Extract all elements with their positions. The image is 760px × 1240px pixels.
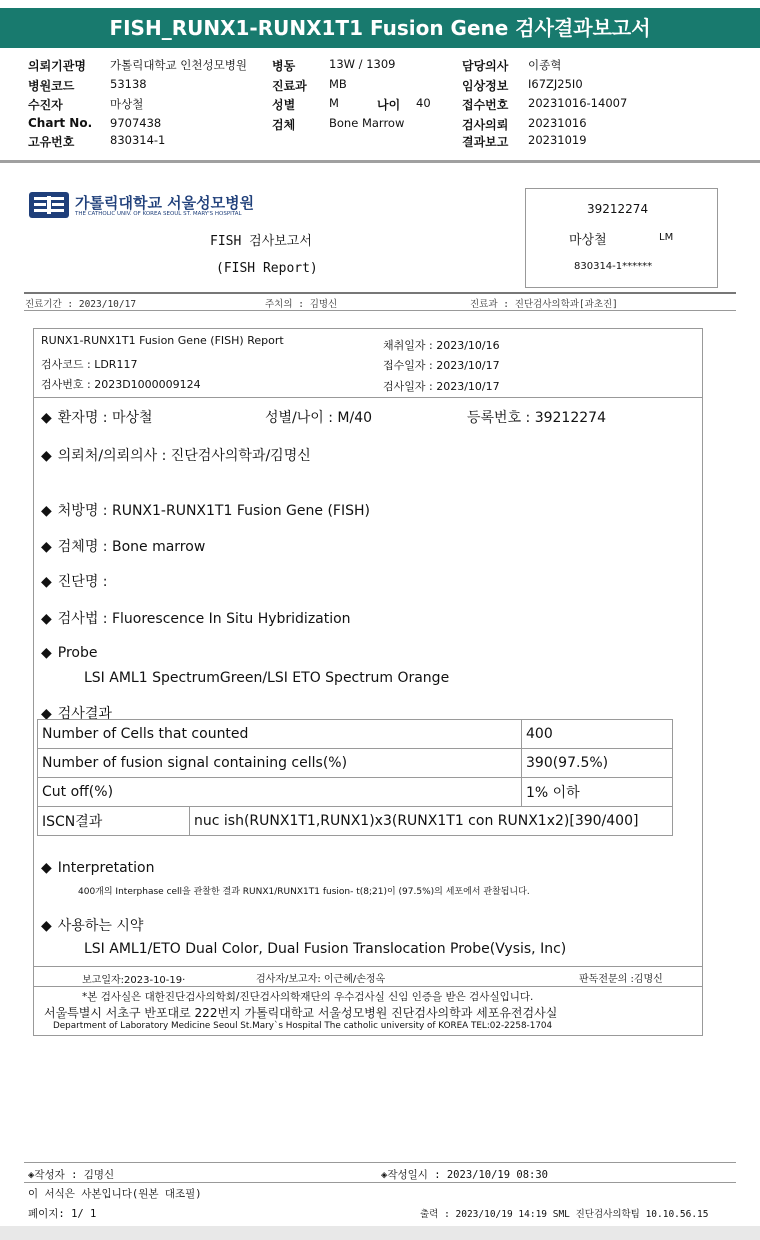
chart-no-value: 9707438 bbox=[110, 116, 162, 130]
diamond-bullet-icon: ◆ bbox=[41, 410, 52, 426]
unique-no-value: 830314-1 bbox=[110, 133, 166, 147]
box-patient-name: 마상철 bbox=[569, 233, 607, 248]
examiner: 검사자/보고자: 이근혜/손정옥 bbox=[256, 974, 386, 985]
chart-no-label: Chart No. bbox=[28, 116, 93, 130]
report-date-value: 20231019 bbox=[528, 133, 587, 147]
diamond-bullet-icon: ◆ bbox=[41, 503, 52, 519]
result-value: 400 bbox=[522, 720, 673, 749]
info-line-top-rule bbox=[24, 292, 736, 294]
interpretation-label: Interpretation bbox=[57, 860, 155, 876]
iscn-value: nuc ish(RUNX1T1,RUNX1)x3(RUNX1T1 con RUNX1x2)[390/400] bbox=[190, 807, 673, 836]
age-value: 40 bbox=[416, 96, 431, 110]
report-date-label: 결과보고 bbox=[462, 135, 509, 149]
written-date: ◈작성일시 : 2023/10/19 08:30 bbox=[381, 1169, 549, 1181]
result-label: Number of Cells that counted bbox=[38, 720, 522, 749]
treatment-department: 진료과 : 진단검사의학과[과초진] bbox=[470, 299, 618, 310]
report-title: FISH_RUNX1-RUNX1T1 Fusion Gene 검사결과보고서 bbox=[0, 8, 760, 48]
table-row bbox=[38, 749, 673, 778]
iscn-label: ISCN결과 bbox=[38, 807, 190, 836]
specimen-label: 검체 bbox=[272, 118, 296, 132]
prescription: 처방명 : RUNX1-RUNX1T1 Fusion Gene (FISH) bbox=[57, 503, 370, 519]
exam-date: 검사일자 : 2023/10/17 bbox=[383, 380, 500, 393]
result-value: 390(97.5%) bbox=[522, 749, 673, 778]
ward-label: 병동 bbox=[272, 59, 296, 73]
table-row bbox=[38, 720, 673, 749]
writer: ◈작성자 : 김명신 bbox=[28, 1169, 115, 1181]
prescription-row bbox=[41, 500, 370, 520]
request-date-label: 검사의뢰 bbox=[462, 118, 509, 132]
diamond-bullet-icon: ◆ bbox=[41, 539, 52, 555]
reagent-row bbox=[41, 915, 143, 935]
hospital-logo-subtext: THE CATHOLIC UNIV. OF KOREA SEOUL ST. MARY'S HOSPITAL bbox=[75, 211, 242, 217]
hospital-code-value: 53138 bbox=[110, 77, 147, 91]
fish-report-title: FISH 검사보고서 bbox=[210, 234, 312, 249]
attending-physician: 주치의 : 김명신 bbox=[265, 299, 338, 310]
box-patient-id: 39212274 bbox=[587, 202, 649, 216]
specimen-value: Bone Marrow bbox=[329, 116, 405, 130]
unique-no-label: 고유번호 bbox=[28, 135, 75, 149]
institution-label: 의뢰기관명 bbox=[28, 59, 86, 73]
request-date-value: 20231016 bbox=[528, 116, 587, 130]
report-test-name: RUNX1-RUNX1T1 Fusion Gene (FISH) Report bbox=[41, 334, 284, 347]
diamond-bullet-icon: ◆ bbox=[41, 918, 52, 934]
sex-label: 성별 bbox=[272, 98, 296, 112]
results-label: 검사결과 bbox=[57, 706, 112, 722]
result-value: 1% 이하 bbox=[522, 778, 673, 807]
results-table bbox=[37, 719, 673, 836]
copy-note: 이 서식은 사본입니다(원본 대조필) bbox=[28, 1188, 202, 1200]
page-number: 페이지: 1/ 1 bbox=[28, 1208, 97, 1220]
diagnosis-row bbox=[41, 571, 108, 591]
clinical-info-label: 임상정보 bbox=[462, 79, 509, 93]
report-date: 보고일자:2023-10-19· bbox=[82, 975, 186, 986]
doctor-label: 담당의사 bbox=[462, 59, 509, 73]
patient-name: 환자명 : 마상철 bbox=[57, 410, 153, 426]
treatment-period: 진료기간 : 2023/10/17 bbox=[25, 299, 137, 310]
clinical-info-value: I67ZJ25I0 bbox=[528, 77, 583, 91]
probe-value: LSI AML1 SpectrumGreen/LSI ETO Spectrum Orange bbox=[84, 670, 450, 686]
department-english: Department of Laboratory Medicine Seoul St.Mary`s Hospital The catholic university of KOREA TEL:02-2258-1704 bbox=[53, 1021, 553, 1031]
receive-date: 접수일자 : 2023/10/17 bbox=[383, 359, 500, 372]
diamond-bullet-icon: ◆ bbox=[41, 574, 52, 590]
diamond-bullet-icon: ◆ bbox=[41, 611, 52, 627]
diamond-bullet-icon: ◆ bbox=[41, 860, 52, 876]
receipt-no-value: 20231016-14007 bbox=[528, 96, 628, 110]
diamond-bullet-icon: ◆ bbox=[41, 448, 52, 464]
report-test-code: 검사코드 : LDR117 bbox=[41, 358, 138, 371]
fish-report-subtitle: (FISH Report) bbox=[216, 261, 318, 276]
box-registration-no: 830314-1****** bbox=[574, 261, 653, 272]
signature-top-rule bbox=[33, 966, 703, 967]
diamond-bullet-icon: ◆ bbox=[41, 645, 52, 661]
probe-row bbox=[41, 645, 98, 661]
reagent-label: 사용하는 시약 bbox=[57, 918, 144, 934]
sex-value: M bbox=[329, 96, 339, 110]
patient-id-box bbox=[525, 188, 718, 288]
header-divider bbox=[0, 160, 760, 163]
specimen-name: 검체명 : Bone marrow bbox=[57, 539, 206, 555]
output-info: 출력 : 2023/10/19 14:19 SML 진단검사의학팀 10.10.56.15 bbox=[420, 1209, 709, 1220]
footer-mid-rule bbox=[24, 1182, 736, 1183]
institution-value: 가톨릭대학교 인천성모병원 bbox=[110, 58, 247, 72]
age-label: 나이 bbox=[377, 98, 401, 112]
interpretation-row bbox=[41, 860, 154, 876]
patient-name-row bbox=[41, 407, 153, 427]
ward-value: 13W / 1309 bbox=[329, 57, 396, 71]
table-row bbox=[38, 807, 673, 836]
receipt-no-label: 접수번호 bbox=[462, 98, 509, 112]
lab-address: 서울특별시 서초구 반포대로 222번지 가톨릭대학교 서울성모병원 진단검사의학과 세포유전검사실 bbox=[44, 1006, 558, 1020]
bottom-strip bbox=[0, 1226, 760, 1240]
probe-label: Probe bbox=[57, 645, 98, 661]
doctor-value: 이종혁 bbox=[528, 58, 562, 72]
reagent-value: LSI AML1/ETO Dual Color, Dual Fusion Translocation Probe(Vysis, Inc) bbox=[84, 941, 567, 957]
recipient-value: 마상철 bbox=[110, 97, 144, 111]
specimen-row bbox=[41, 536, 205, 556]
recipient-label: 수진자 bbox=[28, 98, 63, 112]
hospital-logo-text: 가톨릭대학교 서울성모병원 bbox=[75, 194, 255, 212]
requester: 의뢰처/의뢰의사 : 진단검사의학과/김명신 bbox=[57, 448, 311, 464]
diamond-bullet-icon: ◆ bbox=[41, 706, 52, 722]
footer-top-rule bbox=[24, 1162, 736, 1163]
hospital-logo-icon bbox=[28, 191, 70, 219]
table-row bbox=[38, 778, 673, 807]
diagnosis: 진단명 : bbox=[57, 574, 108, 590]
method-row bbox=[41, 608, 351, 628]
box-patient-tag: LM bbox=[659, 232, 674, 243]
requester-row bbox=[41, 445, 311, 465]
hospital-code-label: 병원코드 bbox=[28, 79, 75, 93]
test-method: 검사법 : Fluorescence In Situ Hybridization bbox=[57, 611, 351, 627]
patient-registration-no: 등록번호 : 39212274 bbox=[467, 410, 606, 426]
dept-value: MB bbox=[329, 77, 347, 91]
interpretation-text: 400개의 Interphase cell을 관찰한 결과 RUNX1/RUNX1T1 fusion- t(8;21)이 (97.5%)의 세포에서 관찰됩니다. bbox=[78, 887, 530, 897]
report-header-rule bbox=[33, 397, 703, 398]
result-label: Cut off(%) bbox=[38, 778, 522, 807]
dept-label: 진료과 bbox=[272, 79, 307, 93]
certification-note: *본 검사실은 대한진단검사의학회/진단검사의학재단의 우수검사실 신임 인증을 받은 검사실입니다. bbox=[82, 991, 534, 1003]
report-test-number: 검사번호 : 2023D1000009124 bbox=[41, 378, 201, 391]
signature-bottom-rule bbox=[33, 986, 703, 987]
patient-sex-age: 성별/나이 : M/40 bbox=[265, 410, 373, 426]
collection-date: 채취일자 : 2023/10/16 bbox=[383, 339, 500, 352]
reading-specialist: 판독전문의 :김명신 bbox=[579, 974, 663, 985]
result-label: Number of fusion signal containing cells(%) bbox=[38, 749, 522, 778]
info-line-bottom-rule bbox=[24, 310, 736, 311]
